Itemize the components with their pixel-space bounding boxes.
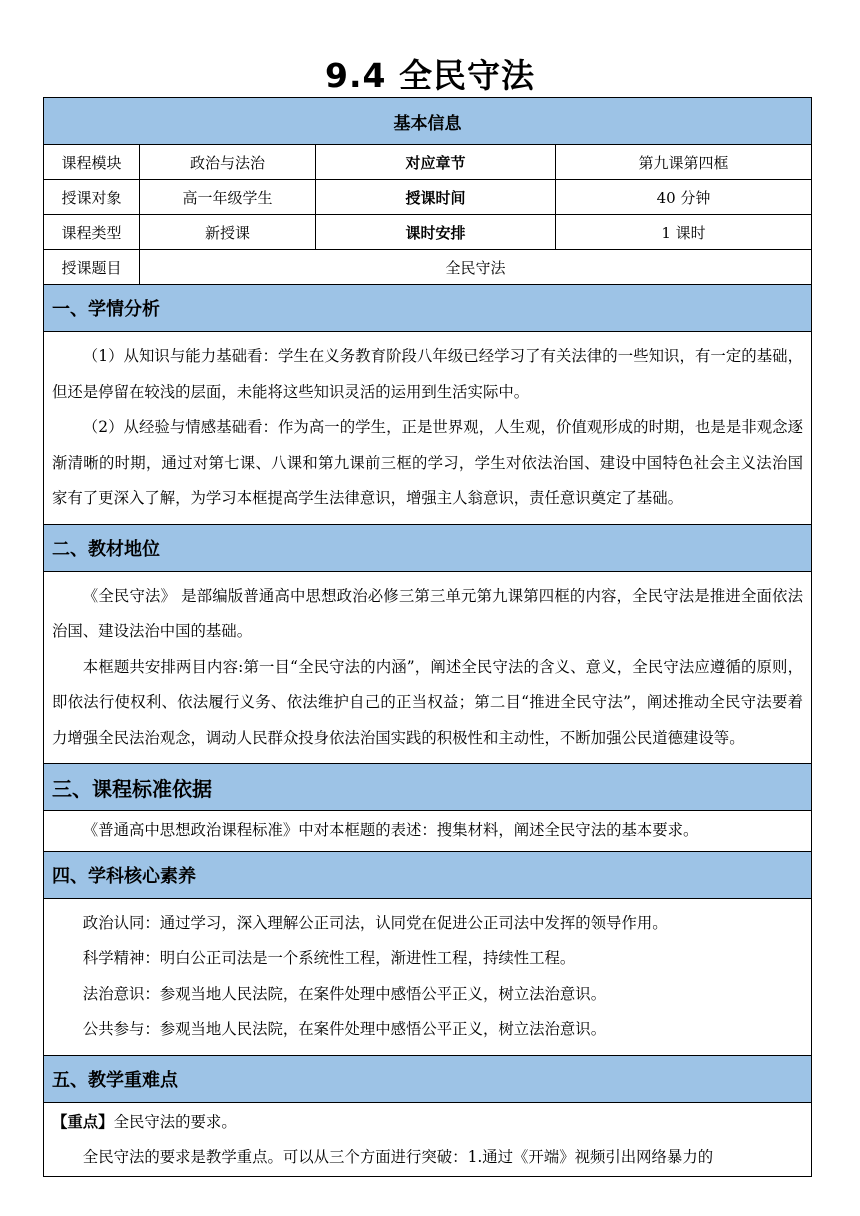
basic-info-header: 基本信息 xyxy=(44,98,812,145)
info-label: 授课时间 xyxy=(316,180,556,215)
section-heading-core-literacy: 四、学科核心素养 xyxy=(44,851,812,898)
info-row xyxy=(44,180,812,215)
paragraph: （1）从知识与能力基础看：学生在义务教育阶段八年级已经学习了有关法律的一些知识，有一定的基础，但还是停留在较浅的层面，未能将这些知识灵活的运用到生活实际中。 xyxy=(52,347,803,401)
info-label: 授课对象 xyxy=(44,180,140,215)
section-body-textbook-position xyxy=(44,571,812,764)
topic-label: 授课题目 xyxy=(44,250,140,285)
paragraph: 政治认同：通过学习，深入理解公正司法，认同党在促进公正司法中发挥的领导作用。 xyxy=(82,913,668,932)
info-value: 高一年级学生 xyxy=(140,180,316,215)
info-row xyxy=(44,250,812,285)
section-body-learner-analysis xyxy=(44,332,812,525)
info-value: 新授课 xyxy=(140,215,316,250)
section-heading-learner-analysis: 一、学情分析 xyxy=(44,285,812,332)
info-value: 第九课第四框 xyxy=(556,145,812,180)
info-label: 对应章节 xyxy=(316,145,556,180)
paragraph: 全民守法的要求是教学重点。可以从三个方面进行突破：1.通过《开端》视频引出网络暴力的 xyxy=(82,1148,714,1166)
paragraph: 本框题共安排两目内容:第一目“全民守法的内涵”，阐述全民守法的含义、意义，全民守法应遵循的原则，即依法行使权利、依法履行义务、依法维护自己的正当权益；第二目“推进全民守法”，阐述推动全民守法要着力增强全民法治观念，调动人民群众投身依法治国实践的积极性和主动性，不断加强公民道德建设等。 xyxy=(52,657,803,747)
lesson-plan-table xyxy=(43,97,812,1177)
page-title: 9.4 全民守法 xyxy=(325,56,535,95)
topic-value: 全民守法 xyxy=(140,250,812,285)
paragraph: （2）从经验与情感基础看：作为高一的学生，正是世界观，人生观，价值观形成的时期，也是是非观念逐渐清晰的时期，通过对第七课、八课和第九课前三框的学习，学生对依法治国、建设中国特色社会主义法治国家有了更深入了解，为学习本框提高学生法律意识，增强主人翁意识，责任意识奠定了基础。 xyxy=(52,418,803,507)
info-label: 课时安排 xyxy=(316,215,556,250)
paragraph: 公共参与：参观当地人民法院，在案件处理中感悟公平正义，树立法治意识。 xyxy=(82,1020,607,1038)
info-label: 课程模块 xyxy=(44,145,140,180)
info-value: 40 分钟 xyxy=(556,180,812,215)
info-row xyxy=(44,145,812,180)
section-body-core-literacy xyxy=(44,898,812,1055)
info-value: 1 课时 xyxy=(556,215,812,250)
key-point-line xyxy=(52,1105,803,1141)
section-body-curriculum-standard xyxy=(44,811,812,852)
section-heading-textbook-position: 二、教材地位 xyxy=(44,524,812,571)
paragraph: 《全民守法》 是部编版普通高中思想政治必修三第三单元第九课第四框的内容，全民守法是推进全面依法治国、建设法治中国的基础。 xyxy=(52,586,803,640)
info-row xyxy=(44,215,812,250)
info-value: 政治与法治 xyxy=(140,145,316,180)
paragraph: 《普通高中思想政治课程标准》中对本框题的表述：搜集材料，阐述全民守法的基本要求。 xyxy=(82,821,699,839)
section-body-key-difficulties xyxy=(44,1102,812,1176)
paragraph: 法治意识：参观当地人民法院，在案件处理中感悟公平正义，树立法治意识。 xyxy=(82,984,607,1003)
info-label: 课程类型 xyxy=(44,215,140,250)
paragraph: 科学精神：明白公正司法是一个系统性工程，渐进性工程，持续性工程。 xyxy=(82,949,576,967)
key-point-label: 【重点】 xyxy=(52,1112,114,1131)
section-heading-key-difficulties: 五、教学重难点 xyxy=(44,1055,812,1102)
section-heading-curriculum-standard: 三、课程标准依据 xyxy=(44,764,812,811)
key-point-text: 全民守法的要求。 xyxy=(113,1112,237,1131)
